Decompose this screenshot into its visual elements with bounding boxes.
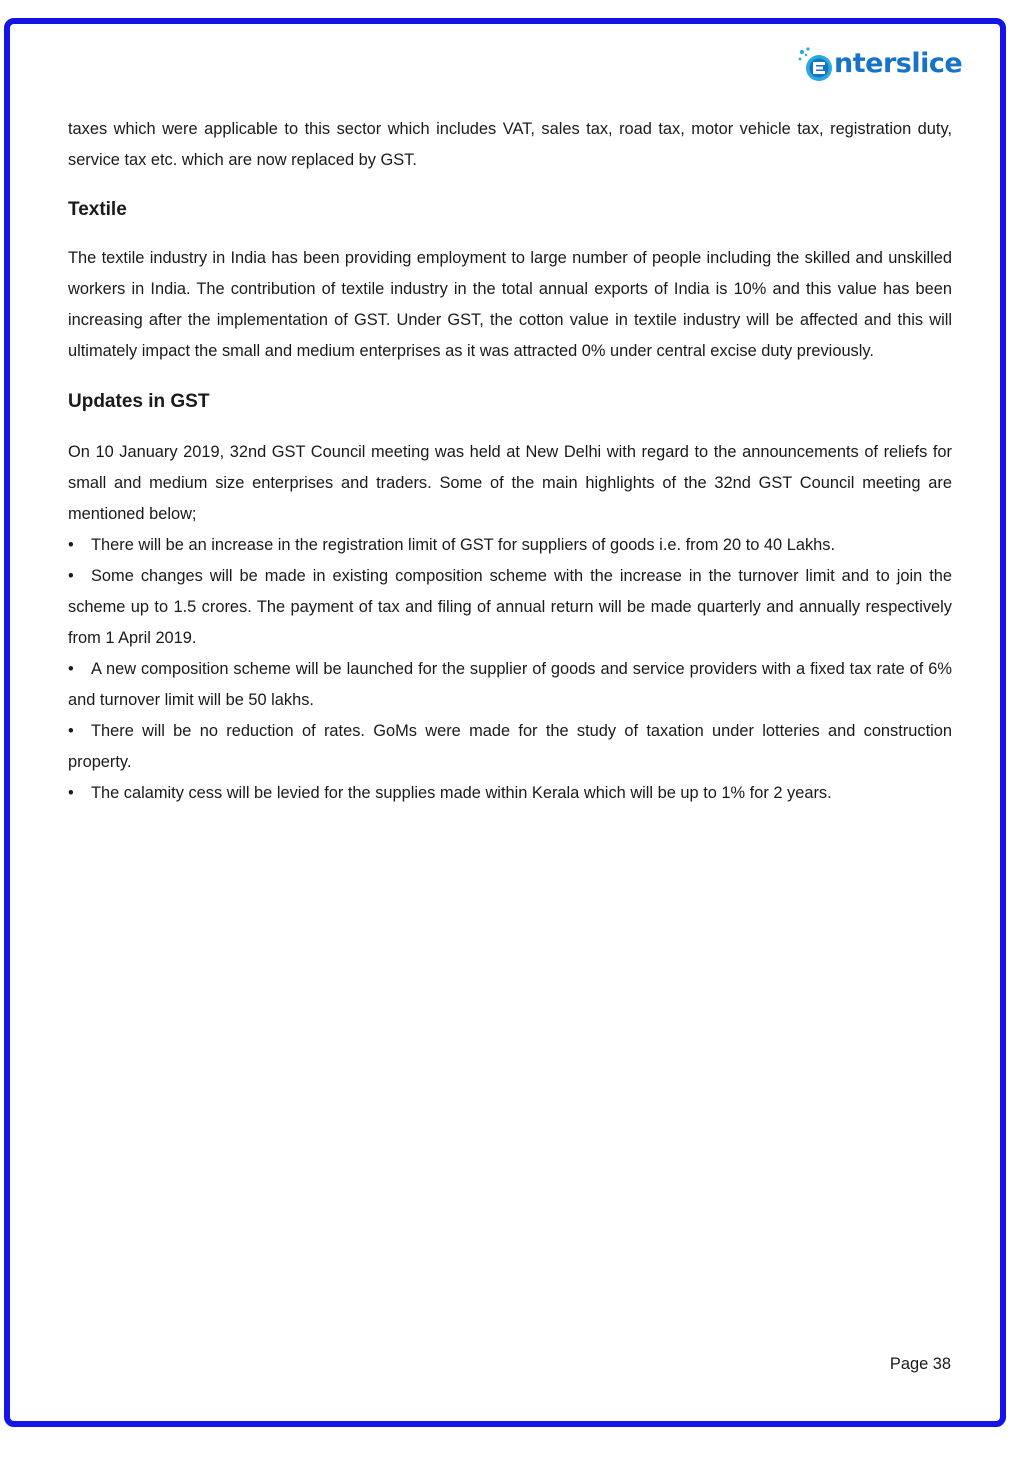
- list-item: [68, 778, 952, 809]
- bullet-text: There will be an increase in the registration limit of GST for suppliers of goods i.e. from 20 to 40 Lakhs.: [91, 536, 836, 554]
- list-item: [68, 530, 952, 561]
- list-item: [68, 654, 952, 716]
- enterslice-logo: [798, 44, 963, 88]
- logo-wordmark: nterslice: [834, 48, 963, 79]
- list-item: [68, 561, 952, 654]
- bullet-icon: •: [68, 660, 74, 678]
- textile-heading: Textile: [68, 199, 127, 220]
- bullet-text: There will be no reduction of rates. GoMs were made for the study of taxation under lotteries and construction property.: [68, 722, 952, 771]
- updates-paragraph: On 10 January 2019, 32nd GST Council meeting was held at New Delhi with regard to the announcements of reliefs for small and medium size enterprises and traders. Some of the main highlights of the 32nd GST Council meeting are mentioned below;: [68, 443, 952, 523]
- updates-bullet-list: [68, 530, 952, 809]
- document-body: [68, 114, 952, 809]
- textile-paragraph: The textile industry in India has been providing employment to large number of people including the skilled and unskilled workers in India. The contribution of textile industry in the total annual exports of India is 10% and this value has been increasing after the implementation of GST. Under GST, the cotton value in textile industry will be affected and this will ultimately impact the small and medium enterprises as it was attracted 0% under central excise duty previously.: [68, 249, 952, 360]
- intro-paragraph: taxes which were applicable to this sector which includes VAT, sales tax, road tax, motor vehicle tax, registration duty, service tax etc. which are now replaced by GST.: [68, 120, 952, 169]
- bullet-icon: •: [68, 722, 74, 740]
- bullet-icon: •: [68, 567, 74, 585]
- enterslice-e-logo-icon: [798, 46, 838, 86]
- list-item: [68, 716, 952, 778]
- bullet-icon: •: [68, 784, 74, 802]
- bullet-text: The calamity cess will be levied for the supplies made within Kerala which will be up to 1% for 2 years.: [91, 784, 832, 802]
- bullet-text: A new composition scheme will be launched for the supplier of goods and service providers with a fixed tax rate of 6% and turnover limit will be 50 lakhs.: [68, 660, 952, 709]
- updates-heading: Updates in GST: [68, 391, 210, 412]
- page-number: Page 38: [889, 1355, 951, 1373]
- bullet-icon: •: [68, 536, 74, 554]
- bullet-text: Some changes will be made in existing composition scheme with the increase in the turnover limit and to join the scheme up to 1.5 crores. The payment of tax and filing of annual return will be made quarterly and annually respectively from 1 April 2019.: [68, 567, 952, 647]
